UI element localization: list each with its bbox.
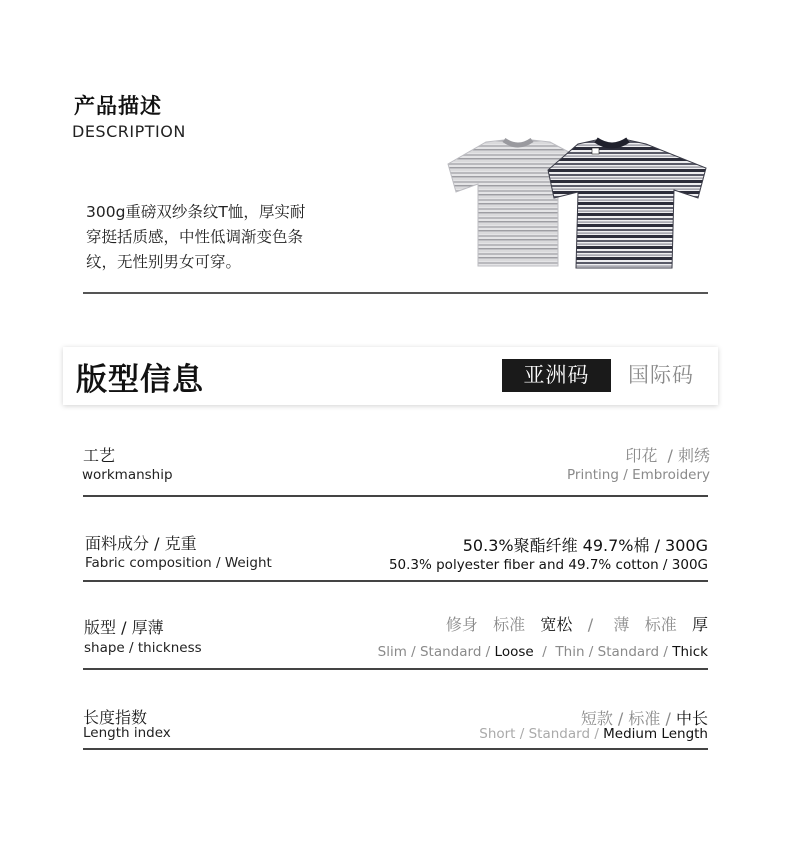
description-line: 穿挺括质感，中性低调渐变色条 [86,228,304,246]
length-options-en [479,726,708,742]
fit-info-title: 版型信息 [76,362,204,398]
craft-value-en [567,467,710,483]
description-text [86,200,356,275]
description-title-cn: 产品描述 [74,94,162,118]
separator: / [587,615,594,634]
craft-label-cn: 工艺 [83,446,116,465]
craft-value-cn: 印花 / 刺绣 [625,446,710,465]
shape-option-standard: 标准 [493,615,526,634]
length-option-medium: 中长 [675,709,708,728]
length-option-medium-en: Medium Length [603,726,708,742]
row-divider [83,580,708,582]
shape-options-en [378,644,708,660]
shape-options-cn [446,612,708,635]
craft-option-embroidery: Embroidery [632,467,710,483]
tab-international-size[interactable]: 国际码 [628,363,694,387]
shape-label-en: shape / thickness [84,640,202,656]
thickness-option-thick: 厚 [691,615,708,634]
striped-tshirts-image [446,136,710,272]
fabric-label-en: Fabric composition / Weight [85,555,272,571]
description-title-en: DESCRIPTION [72,122,186,141]
thickness-option-thin: 薄 [613,615,630,634]
length-label-en: Length index [83,725,171,741]
separator: / [618,467,633,483]
fabric-label-cn: 面料成分 / 克重 [85,534,197,553]
description-line: 300g重磅双纱条纹T恤，厚实耐 [86,203,306,221]
length-option-short-standard-en: Short / Standard / [479,726,604,742]
tab-asian-size[interactable]: 亚洲码 [502,359,611,392]
row-divider [83,668,708,670]
craft-label-en: workmanship [82,467,173,483]
separator: / [533,644,556,660]
fabric-value-en: 50.3% polyester fiber and 49.7% cotton / 300G [388,557,708,573]
row-divider [83,748,708,750]
thickness-option-standard: 标准 [644,615,677,634]
length-label-cn: 长度指数 [83,708,148,727]
shape-option-slim-standard-en: Slim / Standard / [377,644,495,660]
shape-option-loose: 宽松 [540,615,573,634]
thickness-option-thin-standard-en: Thin / Standard / [555,644,673,660]
length-option-short-standard: 短款 / 标准 / [580,709,676,728]
shape-option-loose-en: Loose [494,644,534,660]
description-divider [83,292,708,294]
craft-option-printing: Printing [566,467,619,483]
thickness-option-thick-en: Thick [672,644,708,660]
description-line: 纹，无性别男女可穿。 [86,253,242,271]
shape-option-slim: 修身 [445,615,478,634]
shape-label-cn: 版型 / 厚薄 [84,618,164,637]
row-divider [83,495,708,497]
fabric-value-cn: 50.3%聚酯纤维 49.7%棉 / 300G [462,536,708,555]
